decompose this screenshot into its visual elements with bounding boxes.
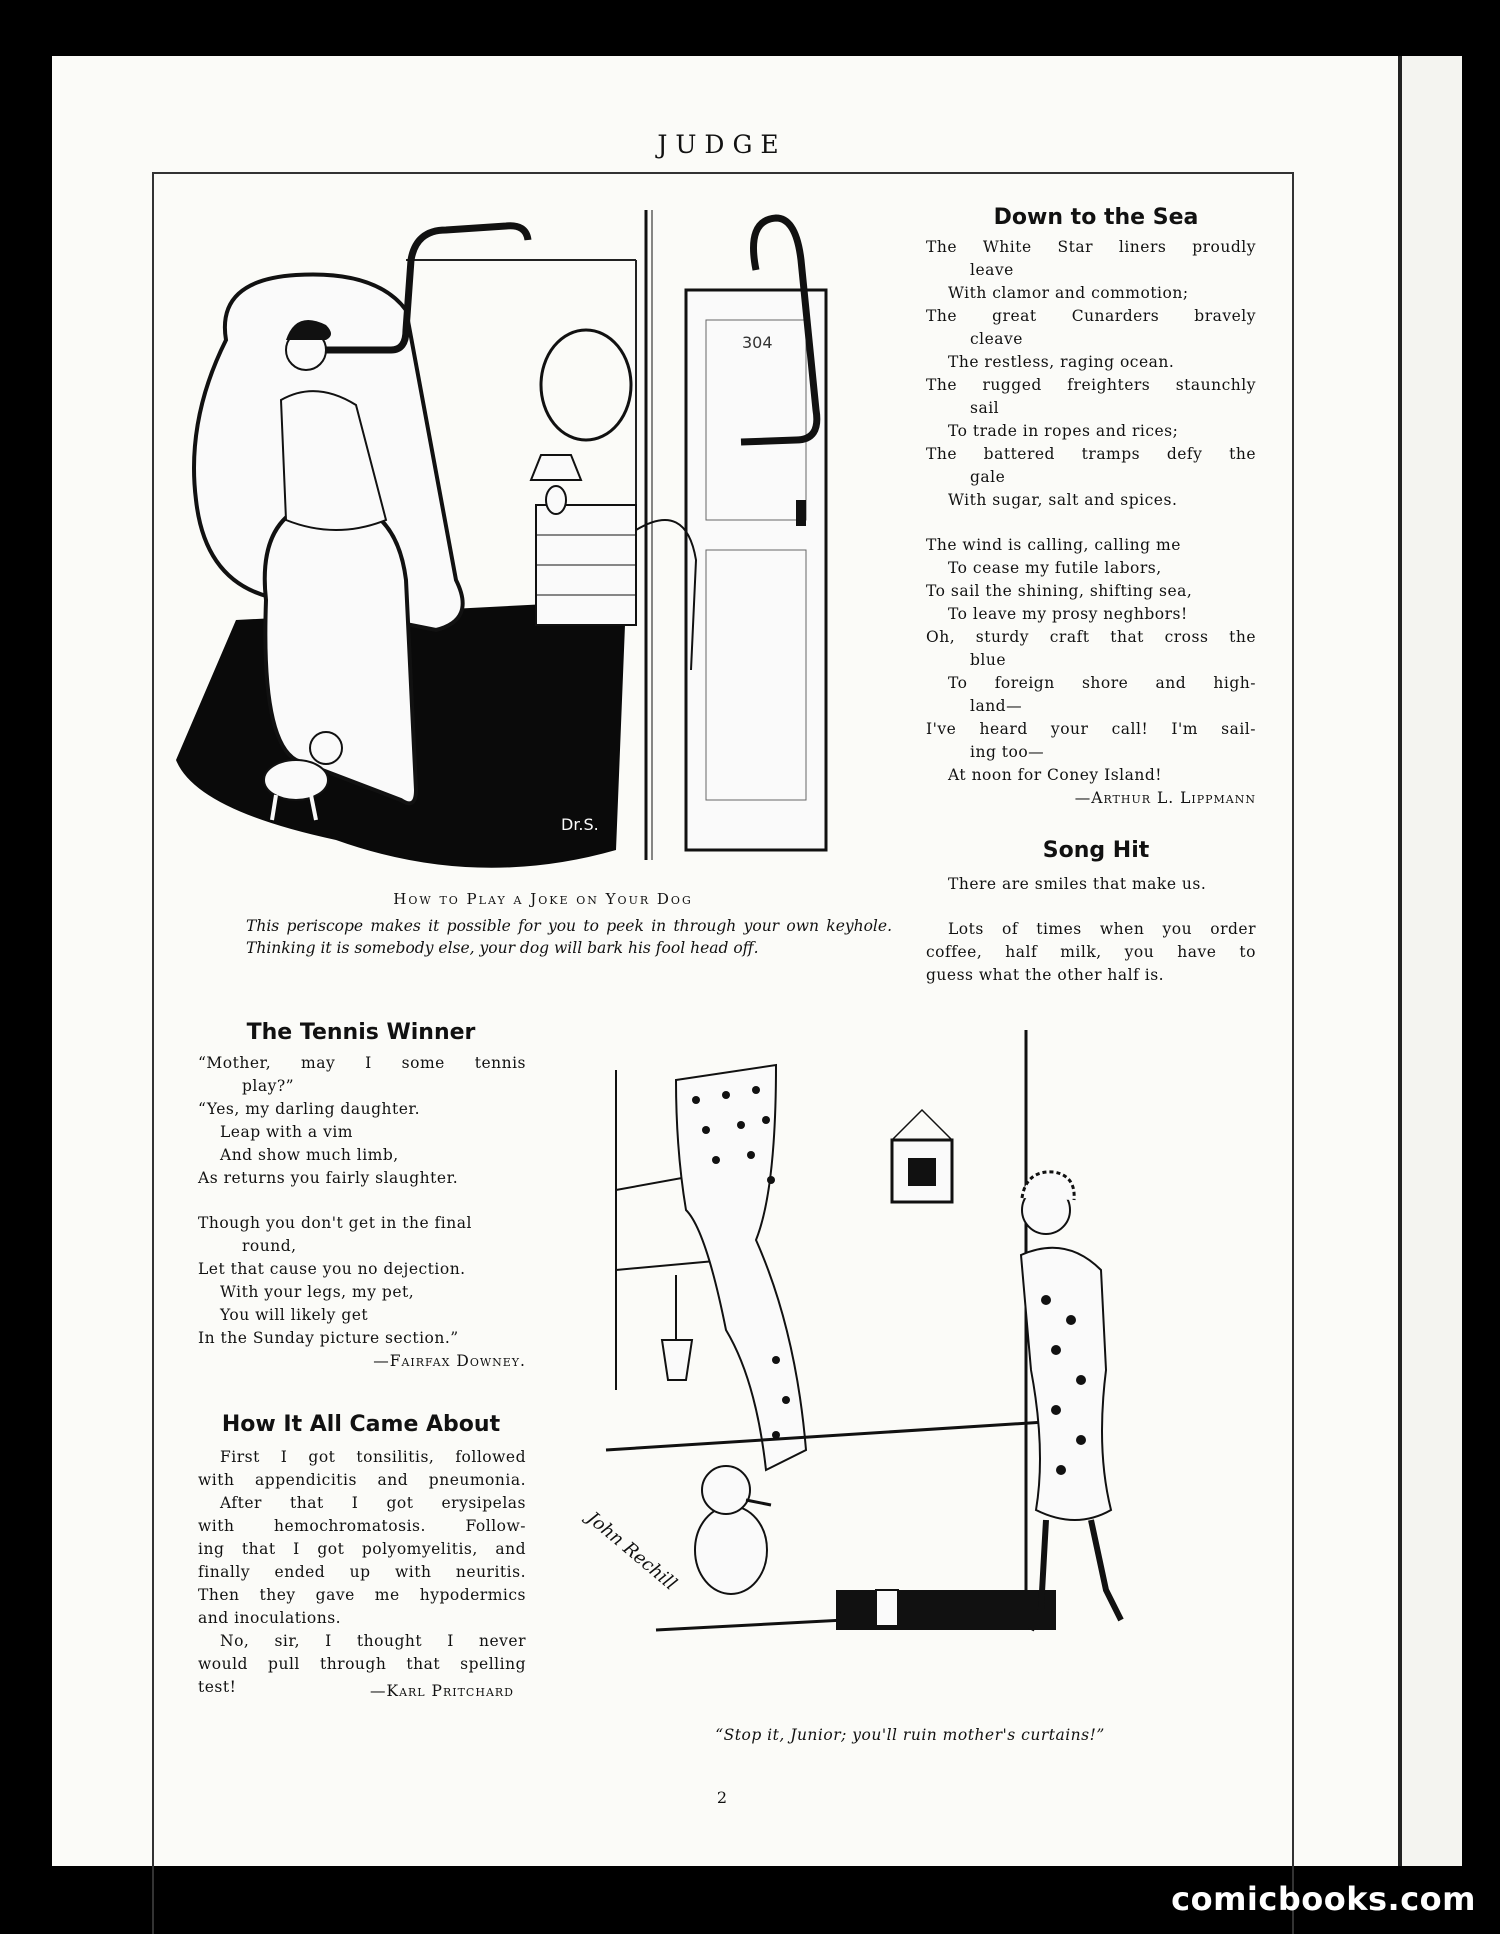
poem-line: And show much limb, xyxy=(220,1146,399,1164)
prose-line: Then they gave me hypodermics xyxy=(198,1586,526,1604)
page-number: 2 xyxy=(716,1788,728,1807)
poem-line: To foreign shore and high- xyxy=(948,674,1256,692)
prose-line: After that I got erysipelas xyxy=(220,1494,526,1512)
prose-line: would pull through that spelling xyxy=(198,1655,526,1673)
periscope-cartoon xyxy=(176,200,876,880)
poem-line: I've heard your call! I'm sail- xyxy=(926,720,1256,738)
poem-line: To sail the shining, shifting sea, xyxy=(926,582,1193,600)
tennis-winner-title: The Tennis Winner xyxy=(246,1020,476,1045)
poem-line: To cease my futile labors, xyxy=(948,559,1162,577)
poem-line: The restless, raging ocean. xyxy=(948,353,1175,371)
poem-line: gale xyxy=(970,468,1006,486)
poem-line: As returns you fairly slaughter. xyxy=(198,1169,459,1187)
prose-line: No, sir, I thought I never xyxy=(220,1632,526,1650)
poem-line: The rugged freighters staunchly xyxy=(926,376,1256,394)
how-it-all-came-about-title: How It All Came About xyxy=(221,1412,501,1437)
poem-byline: —Arthur L. Lippmann xyxy=(1074,789,1256,807)
song-hit-line: Lots of times when you order xyxy=(948,920,1256,938)
prose-line: finally ended up with neuritis. xyxy=(198,1563,526,1581)
poem-line: You will likely get xyxy=(220,1306,369,1324)
poem-line: “Yes, my darling daughter. xyxy=(198,1100,421,1118)
down-to-the-sea-title: Down to the Sea xyxy=(993,205,1199,230)
poem-line: The wind is calling, calling me xyxy=(926,536,1181,554)
song-hit-text xyxy=(926,873,1256,987)
cartoon-mother xyxy=(1021,1172,1121,1630)
poem-line: cleave xyxy=(970,330,1023,348)
periscope-caption-title: How to Play a Joke on Your Dog xyxy=(393,890,693,908)
door-number: 304 xyxy=(742,333,773,352)
junior-cartoon xyxy=(576,1030,1266,1720)
prose-line xyxy=(198,1676,526,1699)
poem-byline: —Fairfax Downey. xyxy=(373,1352,526,1370)
tennis-winner-poem xyxy=(198,1052,526,1373)
poem-line: In the Sunday picture section.” xyxy=(198,1329,459,1347)
poem-line: Leap with a vim xyxy=(220,1123,353,1141)
poem-line: The battered tramps defy the xyxy=(926,445,1256,463)
down-to-the-sea-poem xyxy=(926,236,1256,810)
poem-line: The White Star liners proudly xyxy=(926,238,1256,256)
poem-line: Though you don't get in the final xyxy=(198,1214,472,1232)
poem-line: Oh, sturdy craft that cross the xyxy=(926,628,1256,646)
poem-line: The great Cunarders bravely xyxy=(926,307,1256,325)
poem-line: To trade in ropes and rices; xyxy=(948,422,1179,440)
poem-line: At noon for Coney Island! xyxy=(948,766,1162,784)
poem-line: “Mother, may I some tennis xyxy=(198,1054,526,1072)
cartoon-signature: John Rechill xyxy=(582,1507,681,1595)
prose-line: First I got tonsilitis, followed xyxy=(220,1448,526,1466)
song-hit-line: coffee, half milk, you have to xyxy=(926,943,1256,961)
how-it-all-came-about-text xyxy=(198,1446,526,1699)
watermark: comicbooks.com xyxy=(1171,1880,1476,1918)
poem-line: play?” xyxy=(242,1077,295,1095)
junior-cartoon-caption: “Stop it, Junior; you'll ruin mother's curtains!” xyxy=(715,1726,1105,1744)
song-hit-line: guess what the other half is. xyxy=(926,966,1165,984)
prose-line: test! xyxy=(198,1678,237,1696)
song-hit-line: There are smiles that make us. xyxy=(948,875,1207,893)
poem-line: leave xyxy=(970,261,1014,279)
poem-line: With your legs, my pet, xyxy=(220,1283,415,1301)
cartoon-door xyxy=(686,290,826,850)
poem-line: ing too— xyxy=(970,743,1045,761)
cartoon-signature: Dr.S. xyxy=(561,815,599,834)
prose-line: with hemochromatosis. Follow- xyxy=(198,1517,526,1535)
poem-line: With sugar, salt and spices. xyxy=(948,491,1178,509)
prose-line: with appendicitis and pneumonia. xyxy=(198,1471,526,1489)
poem-line: land— xyxy=(970,697,1023,715)
poem-line: Let that cause you no dejection. xyxy=(198,1260,466,1278)
poem-line: To leave my prosy neghbors! xyxy=(948,605,1188,623)
periscope-caption-text: This periscope makes it possible for you to peek in through your own keyhole. Thinking it is somebody else, your dog will bark his fool head off. xyxy=(246,917,892,957)
prose-line: ing that I got polyomyelitis, and xyxy=(198,1540,526,1558)
poem-line: blue xyxy=(970,651,1007,669)
prose-line: and inoculations. xyxy=(198,1609,342,1627)
poem-line: With clamor and commotion; xyxy=(948,284,1189,302)
poem-line: sail xyxy=(970,399,1000,417)
poem-line: round, xyxy=(242,1237,297,1255)
masthead: JUDGE xyxy=(657,130,787,159)
cartoon-junior xyxy=(695,1466,771,1594)
song-hit-title: Song Hit xyxy=(1042,838,1150,863)
prose-byline: —Karl Pritchard xyxy=(370,1682,514,1700)
